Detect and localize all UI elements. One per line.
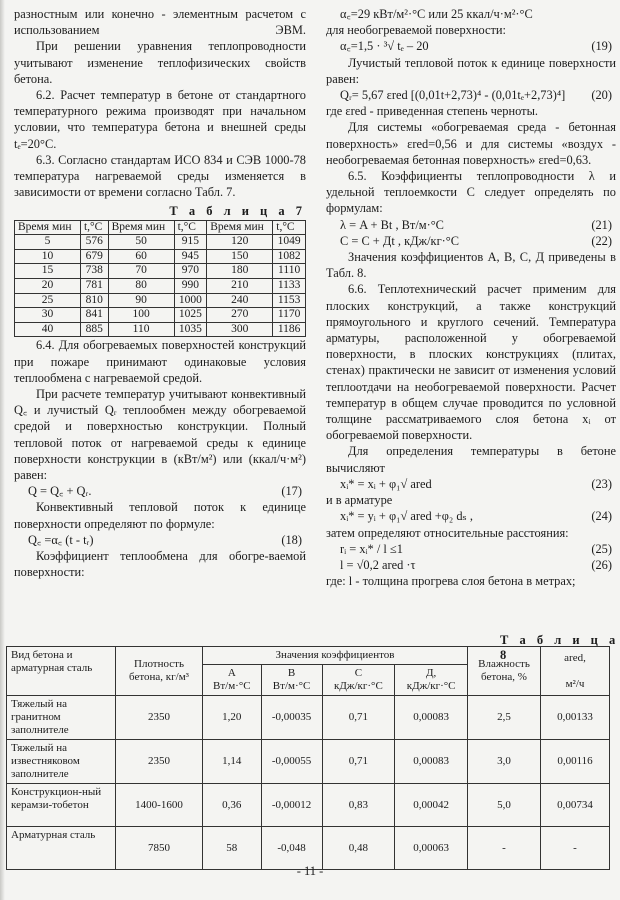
table7-cell: 40 <box>15 322 81 337</box>
table8-header-D <box>395 665 468 696</box>
equation-25 <box>326 541 616 557</box>
table8-header-material: Вид бетона и арматурная сталь <box>7 647 116 696</box>
scan-shadow <box>0 0 5 900</box>
table8-cell: 1,14 <box>203 740 262 784</box>
table7-cell: 120 <box>207 235 273 250</box>
table8-header-ared <box>541 647 610 696</box>
table-row <box>7 696 610 740</box>
table7-cell: 679 <box>80 249 108 264</box>
table-row <box>15 264 306 279</box>
table7-cell: 10 <box>15 249 81 264</box>
table7-cell: 945 <box>174 249 207 264</box>
table-row <box>15 308 306 323</box>
table7-cell: 50 <box>108 235 174 250</box>
table8-cell: 7850 <box>116 827 203 870</box>
table8-cell: 0,00042 <box>395 784 468 827</box>
table8-cell: 0,00083 <box>395 740 468 784</box>
table-8 <box>6 646 610 870</box>
table7-cell: 70 <box>108 264 174 279</box>
table8-cell: 1,20 <box>203 696 262 740</box>
table-row <box>7 740 610 784</box>
equation-22-formula: C = C + Дt , кДж/кг·°С <box>340 233 460 248</box>
table7-cell: 30 <box>15 308 81 323</box>
table-row <box>7 784 610 827</box>
table7-header-temp: t,°C <box>80 220 108 235</box>
table8-cell: 0,00116 <box>541 740 610 784</box>
table8-cell: -0,00035 <box>261 696 322 740</box>
table7-cell: 885 <box>80 322 108 337</box>
equation-22 <box>326 233 616 249</box>
table7-cell: 915 <box>174 235 207 250</box>
table8-cell: 5,0 <box>468 784 541 827</box>
table7-header-time: Время мин <box>108 220 174 235</box>
table8-header-B <box>261 665 322 696</box>
table7-cell: 841 <box>80 308 108 323</box>
table8-cell: 58 <box>203 827 262 870</box>
table7-cell: 80 <box>108 279 174 294</box>
table8-cell: - <box>541 827 610 870</box>
table8-cell: 1400-1600 <box>116 784 203 827</box>
equation-19-number: (19) <box>591 39 612 54</box>
page-number: - 11 - <box>296 864 324 878</box>
table8-header-C-unit: кДж/кг·°С <box>334 680 383 692</box>
paragraph-systems: Для системы «обогреваемая среда - бетонная поверхность» εred=0,56 и для системы «воздух - необогреваемая бетонная поверхность» εred=0,63. <box>326 120 616 167</box>
paragraph-6-2: 6.2. Расчет температур в бетоне от стандартного температурного режима производят при начальном условии, что температура бетона и внешней среды tₑ=20°C. <box>14 88 306 151</box>
equation-23-number: (23) <box>591 476 612 491</box>
table8-cell: 0,71 <box>322 740 395 784</box>
equation-23-formula: xᵢ* = xᵢ + φ₁√ ared <box>340 476 432 491</box>
table7-cell: 1110 <box>273 264 306 279</box>
equation-21-formula: λ = A + Bt , Вт/м·°С <box>340 217 444 232</box>
table8-cell: 3,0 <box>468 740 541 784</box>
table7-cell: 20 <box>15 279 81 294</box>
table8-cell: -0,00055 <box>261 740 322 784</box>
equation-25-number: (25) <box>591 541 612 556</box>
table7-cell: 1000 <box>174 293 207 308</box>
table8-header-ared-unit: м²/ч <box>565 677 585 690</box>
table7-header-temp: t,°C <box>273 220 306 235</box>
table7-header-time: Время мин <box>207 220 273 235</box>
table8-cell: 0,36 <box>203 784 262 827</box>
table-row <box>15 322 306 337</box>
table7-cell: 990 <box>174 279 207 294</box>
table8-header-D-unit: кДж/кг·°С <box>406 680 456 692</box>
paragraph-radiant: Лучистый тепловой поток к единице поверхности равен: <box>326 55 616 86</box>
equation-22-number: (22) <box>591 233 612 248</box>
right-column <box>326 6 616 589</box>
table7-header-row <box>15 220 306 235</box>
table7-cell: 240 <box>207 293 273 308</box>
table8-cell: -0,00012 <box>261 784 322 827</box>
table-row <box>15 293 306 308</box>
table8-header-ared-label: ared, <box>564 651 586 664</box>
table7-cell: 970 <box>174 264 207 279</box>
table8-cell: 0,71 <box>322 696 395 740</box>
line-emissivity: где εred - приведенная степень черноты. <box>326 104 538 119</box>
equation-24 <box>326 508 616 524</box>
line-reinforcement: и в арматуре <box>326 493 393 508</box>
equation-24-number: (24) <box>591 509 612 524</box>
table8-header-density: Плотность бетона, кг/м³ <box>116 647 203 696</box>
table7-cell: 1049 <box>273 235 306 250</box>
equation-18-formula: Q꜀ =α꜀ (t - tᵣ) <box>28 532 94 547</box>
equation-26 <box>326 557 616 573</box>
table7-cell: 90 <box>108 293 174 308</box>
paragraph-coef-values: Значения коэффициентов A, B, C, Д приведены в Табл. 8. <box>326 250 616 281</box>
table8-cell: - <box>468 827 541 870</box>
table7-cell: 60 <box>108 249 174 264</box>
paragraph-thermal-properties: При решении уравнения теплопроводности учитывают изменение теплофизических свойств бетона. <box>14 39 306 86</box>
table7-cell: 1133 <box>273 279 306 294</box>
equation-20-formula: Qᵣ= 5,67 εred [(0,01t+2,73)⁴ - (0,01tₑ+2,73)⁴] <box>340 88 566 103</box>
table8-header-A-unit: Вт/м·°С <box>213 680 251 692</box>
table8-cell: 2350 <box>116 740 203 784</box>
table7-cell: 15 <box>15 264 81 279</box>
table7-header-temp: t,°C <box>174 220 207 235</box>
table7-cell: 738 <box>80 264 108 279</box>
paragraph-6-5: 6.5. Коэффициенты теплопроводности λ и удельной теплоемкости C следует определять по формулам: <box>326 169 616 216</box>
table8-cell: 0,00734 <box>541 784 610 827</box>
table7-cell: 270 <box>207 308 273 323</box>
table7-cell: 810 <box>80 293 108 308</box>
table8-cell: 0,48 <box>322 827 395 870</box>
table7-cell: 1170 <box>273 308 306 323</box>
table8-cell: 0,00083 <box>395 696 468 740</box>
equation-21 <box>326 217 616 233</box>
equation-17-formula: Q = Q꜀ + Qᵣ. <box>28 484 92 499</box>
equation-26-formula: l = √0,2 ared ·τ <box>340 557 416 572</box>
equation-20-number: (20) <box>591 88 612 103</box>
table8-cell: -0,048 <box>261 827 322 870</box>
table8-cell: 0,00133 <box>541 696 610 740</box>
table7-header-time: Время мин <box>15 220 81 235</box>
table8-header-A-label: A <box>227 667 236 679</box>
paragraph-coefficient: Коэффициент теплообмена для обогре-ваемой поверхности: <box>14 549 306 580</box>
line-relative-distances: затем определяют относительные расстояния: <box>326 525 569 540</box>
table-row <box>15 235 306 250</box>
equation-19 <box>326 38 616 54</box>
equation-20 <box>326 87 616 103</box>
table-row <box>15 249 306 264</box>
table8-cell: 0,83 <box>322 784 395 827</box>
equation-25-formula: rᵢ = xᵢ* / l ≤1 <box>340 541 403 556</box>
table8-cell-material: Арматурная сталь <box>7 827 116 870</box>
table-row <box>15 279 306 294</box>
equation-18-number: (18) <box>281 532 302 547</box>
table7-cell: 1153 <box>273 293 306 308</box>
equation-26-number: (26) <box>591 557 612 572</box>
table7-cell: 180 <box>207 264 273 279</box>
equation-18 <box>14 532 306 548</box>
table8-header-moisture: Влажность бетона, % <box>468 647 541 696</box>
paragraph-determine: Для определения температуры в бетоне вычисляют <box>326 444 616 475</box>
equation-alpha: α꜀=29 кВт/м²·°С или 25 ккал/ч·м²·°С <box>340 7 533 21</box>
paragraph-convective: Конвективный тепловой поток к единице поверхности определяют по формуле: <box>14 500 306 531</box>
table8-cell-material: Тяжелый на гранитном заполнителе <box>7 696 116 740</box>
table7-cell: 576 <box>80 235 108 250</box>
line-unheated-surface: для необогреваемой поверхности: <box>326 23 506 38</box>
table8-header-D-label: Д, <box>426 667 437 679</box>
table7-cell: 300 <box>207 322 273 337</box>
table8-cell-material: Конструкцион-ный керамзи-тобетон <box>7 784 116 827</box>
table8-caption: Т а б л и ц а 8 <box>500 633 620 662</box>
table8-cell: 0,00063 <box>395 827 468 870</box>
line-heating-thickness: где: l - толщина прогрева слоя бетона в метрах; <box>326 574 576 589</box>
equation-21-number: (21) <box>591 217 612 232</box>
table8-header-C-label: C <box>354 667 363 679</box>
table7-cell: 1025 <box>174 308 207 323</box>
table7-cell: 210 <box>207 279 273 294</box>
table-7 <box>14 220 306 338</box>
table8-header-coefficients: Значения коэффициентов <box>203 647 468 665</box>
paragraph-heat-flux: При расчете температур учитывают конвективный Q꜀ и лучистый Qᵣ теплообмен между обогреваемой средой и поверхностью конструкции. Полный тепловой поток от нагреваемой среды к единице поверхности конструкции в (кВт/м²) или (ккал/ч·м²) равен: <box>14 387 306 483</box>
table8-header-B-unit: Вт/м·°С <box>272 680 311 692</box>
table8-header-B-label: B <box>287 667 296 679</box>
table7-cell: 1186 <box>273 322 306 337</box>
table7-cell: 110 <box>108 322 174 337</box>
table7-cell: 5 <box>15 235 81 250</box>
left-column <box>14 6 306 580</box>
table8-header-A <box>203 665 262 696</box>
table7-cell: 100 <box>108 308 174 323</box>
equation-23 <box>326 476 616 492</box>
table8-header-row <box>7 647 610 665</box>
paragraph-6-6: 6.6. Теплотехнический расчет применим для плоских конструкций, а также конструкций прямоугольного и круглого сечений. Температура арматуры, расположенной у обогреваемой поверхности, в плоских конструкциях (плитах, стенах) практически не зависит от изменения условий теплоотдачи на необогреваемой поверхности. Расчет температур в общем случае проводится по условной толщине рассматриваемого слоя бетона xᵢ от обогреваемой поверхности. <box>326 282 616 443</box>
table8-cell-material: Тяжелый на известняковом заполнителе <box>7 740 116 784</box>
table7-cell: 781 <box>80 279 108 294</box>
paragraph-6-3: 6.3. Согласно стандартам ИСО 834 и СЭВ 1000-78 температура нагреваемой среды изменяется в зависимости от времени согласно Табл. 7. <box>14 152 306 200</box>
table8-cell: 2,5 <box>468 696 541 740</box>
equation-17 <box>14 483 306 499</box>
table7-cell: 25 <box>15 293 81 308</box>
equation-24-formula: xᵢ* = yᵢ + φ₁√ ared +φ₂ dₛ , <box>340 509 473 524</box>
equation-19-formula: α꜀=1,5 · ³√ tₑ – 20 <box>340 39 429 54</box>
paragraph-ecm: разностным или конечно - элементным расчетом с использованием ЭВМ. <box>14 7 306 38</box>
paragraph-6-4: 6.4. Для обогреваемых поверхностей конструкций при пожаре принимают одинаковые условия теплообмена с нагреваемой средой. <box>14 338 306 385</box>
table7-cell: 1035 <box>174 322 207 337</box>
table8-cell: 2350 <box>116 696 203 740</box>
equation-17-number: (17) <box>281 484 302 499</box>
table7-caption: Т а б л и ц а 7 <box>169 204 306 219</box>
table7-cell: 1082 <box>273 249 306 264</box>
table8-header-C <box>322 665 395 696</box>
table7-cell: 150 <box>207 249 273 264</box>
